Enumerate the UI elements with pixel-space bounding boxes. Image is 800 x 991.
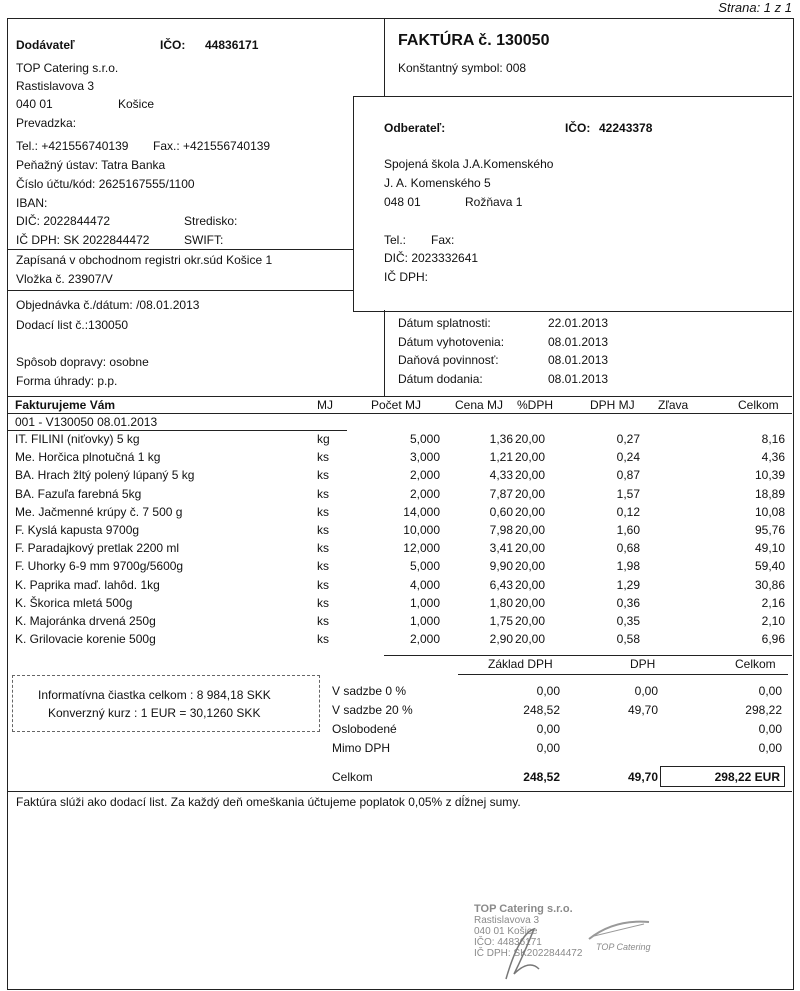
table-row — [15, 505, 785, 523]
supplier-phone: Tel.: +421556740139 — [16, 139, 129, 153]
quantity: 5,000 — [409, 559, 440, 574]
quantity: 10,000 — [403, 523, 440, 537]
table-row — [15, 432, 785, 450]
vat-rate: 20,00 — [515, 595, 546, 610]
unit-price: 2,90 — [489, 632, 513, 647]
unit: ks — [317, 486, 329, 501]
unit: ks — [317, 595, 329, 610]
signature-icon — [504, 924, 544, 984]
stamp-line: IČO: 44836171 — [474, 937, 542, 948]
stamp-line: Rastislavova 3 — [474, 915, 540, 926]
vat-unit: 0,35 — [616, 614, 640, 628]
supplier-fax: Fax.: +421556740139 — [153, 139, 271, 153]
summary-header: Základ DPH — [488, 657, 553, 671]
col-header: Celkom — [738, 398, 779, 412]
vat-rate: 20,00 — [515, 541, 546, 556]
supplier-dic: DIČ: 2022844472 — [16, 214, 111, 228]
table-row — [15, 487, 785, 505]
vat-unit: 1,60 — [616, 523, 640, 537]
row-total: 95,76 — [754, 523, 785, 537]
item-name: K. Škorica mletá 500g — [15, 595, 133, 610]
stamp-logo-icon — [584, 914, 654, 944]
supplier-city: Košice — [118, 97, 155, 111]
date-value: 08.01.2013 — [548, 353, 609, 367]
vat-unit: 0,36 — [616, 595, 640, 610]
table-row — [15, 450, 785, 468]
supplier-swift: SWIFT: — [184, 233, 224, 247]
summary-total: 0,00 — [758, 684, 782, 698]
col-header: %DPH — [517, 398, 554, 412]
row-total: 4,36 — [761, 450, 785, 465]
supplier-ico-label: IČO: — [160, 38, 186, 52]
quantity: 5,000 — [409, 432, 440, 446]
supplier-bank: Peňažný ústav: Tatra Banka — [16, 158, 166, 172]
invoice-title: FAKTÚRA č. 130050 — [398, 32, 550, 49]
customer-ico-label: IČO: — [565, 121, 591, 135]
supplier-ico: 44836171 — [205, 38, 259, 52]
quantity: 1,000 — [409, 595, 440, 610]
vat-rate: 20,00 — [515, 614, 546, 628]
row-total: 6,96 — [761, 632, 785, 647]
item-name: BA. Hrach žltý polený lúpaný 5 kg — [15, 468, 195, 483]
summary-header: Celkom — [735, 657, 776, 671]
total-base: 248,52 — [523, 770, 560, 784]
supplier-iban: IBAN: — [16, 196, 48, 210]
transport: Spôsob dopravy: osobne — [16, 355, 149, 369]
unit: ks — [317, 632, 329, 647]
item-name: Me. Jačmenné krúpy č. 7 500 g — [15, 504, 183, 519]
summary-base: 0,00 — [536, 684, 560, 698]
unit: ks — [317, 450, 329, 465]
unit: ks — [317, 468, 329, 483]
row-total: 2,16 — [761, 595, 785, 610]
date-value: 08.01.2013 — [548, 335, 609, 349]
table-row — [15, 596, 785, 614]
item-name: BA. Fazuľa farebná 5kg — [15, 486, 142, 501]
row-total: 30,86 — [754, 577, 785, 592]
total-label: Celkom — [332, 770, 373, 784]
unit: ks — [317, 523, 329, 537]
unit: ks — [317, 541, 329, 556]
col-header: Cena MJ — [455, 398, 504, 412]
info-rate: Konverzný kurz : 1 EUR = 30,1260 SKK — [48, 706, 261, 720]
quantity: 1,000 — [409, 614, 440, 628]
stamp-line: IČ DPH: SK2022844472 — [474, 948, 583, 959]
unit-price: 7,98 — [489, 523, 513, 537]
vat-unit: 0,27 — [616, 432, 640, 446]
vat-rate: 20,00 — [515, 632, 546, 647]
table-row — [15, 541, 785, 559]
supplier-stredisko: Stredisko: — [184, 214, 238, 228]
customer-city: Rožňava 1 — [465, 195, 523, 209]
date-label: Dátum dodania: — [398, 372, 483, 386]
col-header: MJ — [317, 398, 333, 412]
vat-rate: 20,00 — [515, 432, 546, 446]
vat-unit: 1,98 — [616, 559, 640, 574]
col-header: Počet MJ — [371, 398, 422, 412]
item-name: K. Paprika maď. lahôd. 1kg — [15, 577, 160, 592]
customer-dic: DIČ: 2023332641 — [384, 251, 479, 265]
row-total: 10,08 — [754, 504, 785, 519]
stamp-line: TOP Catering s.r.o. — [474, 903, 573, 915]
date-label: Dátum splatnosti: — [398, 316, 491, 330]
vat-rate: 20,00 — [515, 450, 546, 465]
summary-label: V sadzbe 20 % — [332, 703, 413, 717]
row-total: 49,10 — [754, 541, 785, 556]
company-stamp — [474, 904, 674, 984]
item-name: K. Majoránka drvená 250g — [15, 614, 156, 628]
date-label: Daňová povinnosť: — [398, 353, 499, 367]
col-header: Zľava — [658, 398, 689, 412]
page-counter: Strana: 1 z 1 — [718, 0, 792, 15]
item-name: F. Kyslá kapusta 9700g — [15, 523, 140, 537]
footer-note: Faktúra slúži ako dodací list. Za každý deň omeškania účtujeme poplatok 0,05% z dĺžnej sumy. — [16, 795, 521, 809]
summary-label: Mimo DPH — [332, 741, 391, 755]
summary-base: 0,00 — [536, 741, 560, 755]
customer-tel: Tel.: — [384, 233, 407, 247]
unit-price: 1,36 — [489, 432, 513, 446]
vat-unit: 0,87 — [616, 468, 640, 483]
row-total: 59,40 — [754, 559, 785, 574]
unit: ks — [317, 504, 329, 519]
unit-price: 7,87 — [489, 486, 513, 501]
summary-label: V sadzbe 0 % — [332, 684, 407, 698]
table-row — [15, 468, 785, 486]
stamp-signature: TOP Catering — [596, 942, 651, 952]
summary-header: DPH — [630, 657, 656, 671]
unit: ks — [317, 559, 329, 574]
vat-unit: 0,12 — [616, 504, 640, 519]
unit-price: 1,21 — [489, 450, 513, 465]
supplier-prevadzka: Prevadzka: — [16, 116, 77, 130]
vat-rate: 20,00 — [515, 559, 546, 574]
table-row — [15, 559, 785, 577]
stamp-line: 040 01 Košice — [474, 926, 538, 937]
vat-rate: 20,00 — [515, 504, 546, 519]
quantity: 14,000 — [403, 504, 440, 519]
constant-symbol: Konštantný symbol: 008 — [398, 61, 527, 75]
item-name: F. Paradajkový pretlak 2200 ml — [15, 541, 180, 556]
col-header: Fakturujeme Vám — [15, 398, 116, 412]
supplier-heading: Dodávateľ — [16, 38, 75, 52]
customer-icdph: IČ DPH: — [384, 270, 429, 284]
supplier-vlozka: Vložka č. 23907/V — [16, 272, 113, 286]
unit-price: 6,43 — [489, 577, 513, 592]
supplier-icdph: IČ DPH: SK 2022844472 — [16, 233, 150, 247]
vat-unit: 1,29 — [616, 577, 640, 592]
item-name: IT. FILINI (niťovky) 5 kg — [15, 432, 140, 446]
summary-vat: 0,00 — [634, 684, 658, 698]
summary-total: 0,00 — [758, 722, 782, 736]
total-vat: 49,70 — [627, 770, 658, 784]
customer-zip: 048 01 — [384, 195, 421, 209]
unit: ks — [317, 577, 329, 592]
total-sum: 298,22 EUR — [714, 770, 780, 784]
vat-rate: 20,00 — [515, 523, 546, 537]
vat-unit: 0,68 — [616, 541, 640, 556]
supplier-name: TOP Catering s.r.o. — [16, 61, 119, 75]
row-total: 8,16 — [761, 432, 785, 446]
vat-unit: 0,58 — [616, 632, 640, 647]
table-row — [15, 614, 785, 632]
summary-vat: 49,70 — [627, 703, 658, 717]
info-box — [12, 675, 320, 732]
col-header: DPH MJ — [590, 398, 635, 412]
vat-unit: 1,57 — [616, 486, 640, 501]
customer-fax: Fax: — [431, 233, 455, 247]
unit-price: 3,41 — [489, 541, 513, 556]
vat-rate: 20,00 — [515, 468, 546, 483]
delivery-note: Dodací list č.:130050 — [16, 318, 129, 332]
summary-total: 0,00 — [758, 741, 782, 755]
unit-price: 4,33 — [489, 468, 513, 483]
supplier-zip: 040 01 — [16, 97, 53, 111]
date-value: 22.01.2013 — [548, 316, 609, 330]
vat-unit: 0,24 — [616, 450, 640, 465]
summary-label: Oslobodené — [332, 722, 397, 736]
table-row — [15, 578, 785, 596]
row-total: 18,89 — [754, 486, 785, 501]
unit-price: 9,90 — [489, 559, 513, 574]
customer-ico: 42243378 — [599, 121, 653, 135]
unit: ks — [317, 614, 329, 628]
table-row — [15, 632, 785, 650]
date-label: Dátum vyhotovenia: — [398, 335, 505, 349]
item-name: Me. Horčica plnotučná 1 kg — [15, 450, 161, 465]
quantity: 2,000 — [409, 632, 440, 647]
vat-rate: 20,00 — [515, 486, 546, 501]
supplier-street: Rastislavova 3 — [16, 79, 95, 93]
quantity: 2,000 — [409, 486, 440, 501]
quantity: 3,000 — [409, 450, 440, 465]
row-total: 10,39 — [754, 468, 785, 483]
row-total: 2,10 — [761, 614, 785, 628]
table-row — [15, 523, 785, 541]
quantity: 2,000 — [409, 468, 440, 483]
summary-base: 0,00 — [536, 722, 560, 736]
customer-heading: Odberateľ: — [384, 121, 446, 135]
customer-name: Spojená škola J.A.Komenského — [384, 157, 554, 171]
supplier-account: Číslo účtu/kód: 2625167555/1100 — [16, 177, 195, 191]
date-value: 08.01.2013 — [548, 372, 609, 386]
vat-rate: 20,00 — [515, 577, 546, 592]
summary-base: 248,52 — [523, 703, 560, 717]
order-line: Objednávka č./dátum: /08.01.2013 — [16, 298, 200, 312]
quantity: 4,000 — [409, 577, 440, 592]
unit-price: 0,60 — [489, 504, 513, 519]
unit: kg — [317, 432, 330, 446]
item-name: F. Uhorky 6-9 mm 9700g/5600g — [15, 559, 184, 574]
quantity: 12,000 — [403, 541, 440, 556]
item-name: K. Grilovacie korenie 500g — [15, 632, 156, 647]
summary-total: 298,22 — [745, 703, 782, 717]
info-sum: Informatívna čiastka celkom : 8 984,18 SKK — [38, 688, 271, 702]
customer-street: J. A. Komenského 5 — [384, 176, 491, 190]
payment: Forma úhrady: p.p. — [16, 374, 118, 388]
unit-price: 1,80 — [489, 595, 513, 610]
group-label: 001 - V130050 08.01.2013 — [15, 415, 158, 429]
supplier-register: Zapísaná v obchodnom registri okr.súd Košice 1 — [16, 253, 273, 267]
unit-price: 1,75 — [489, 614, 513, 628]
